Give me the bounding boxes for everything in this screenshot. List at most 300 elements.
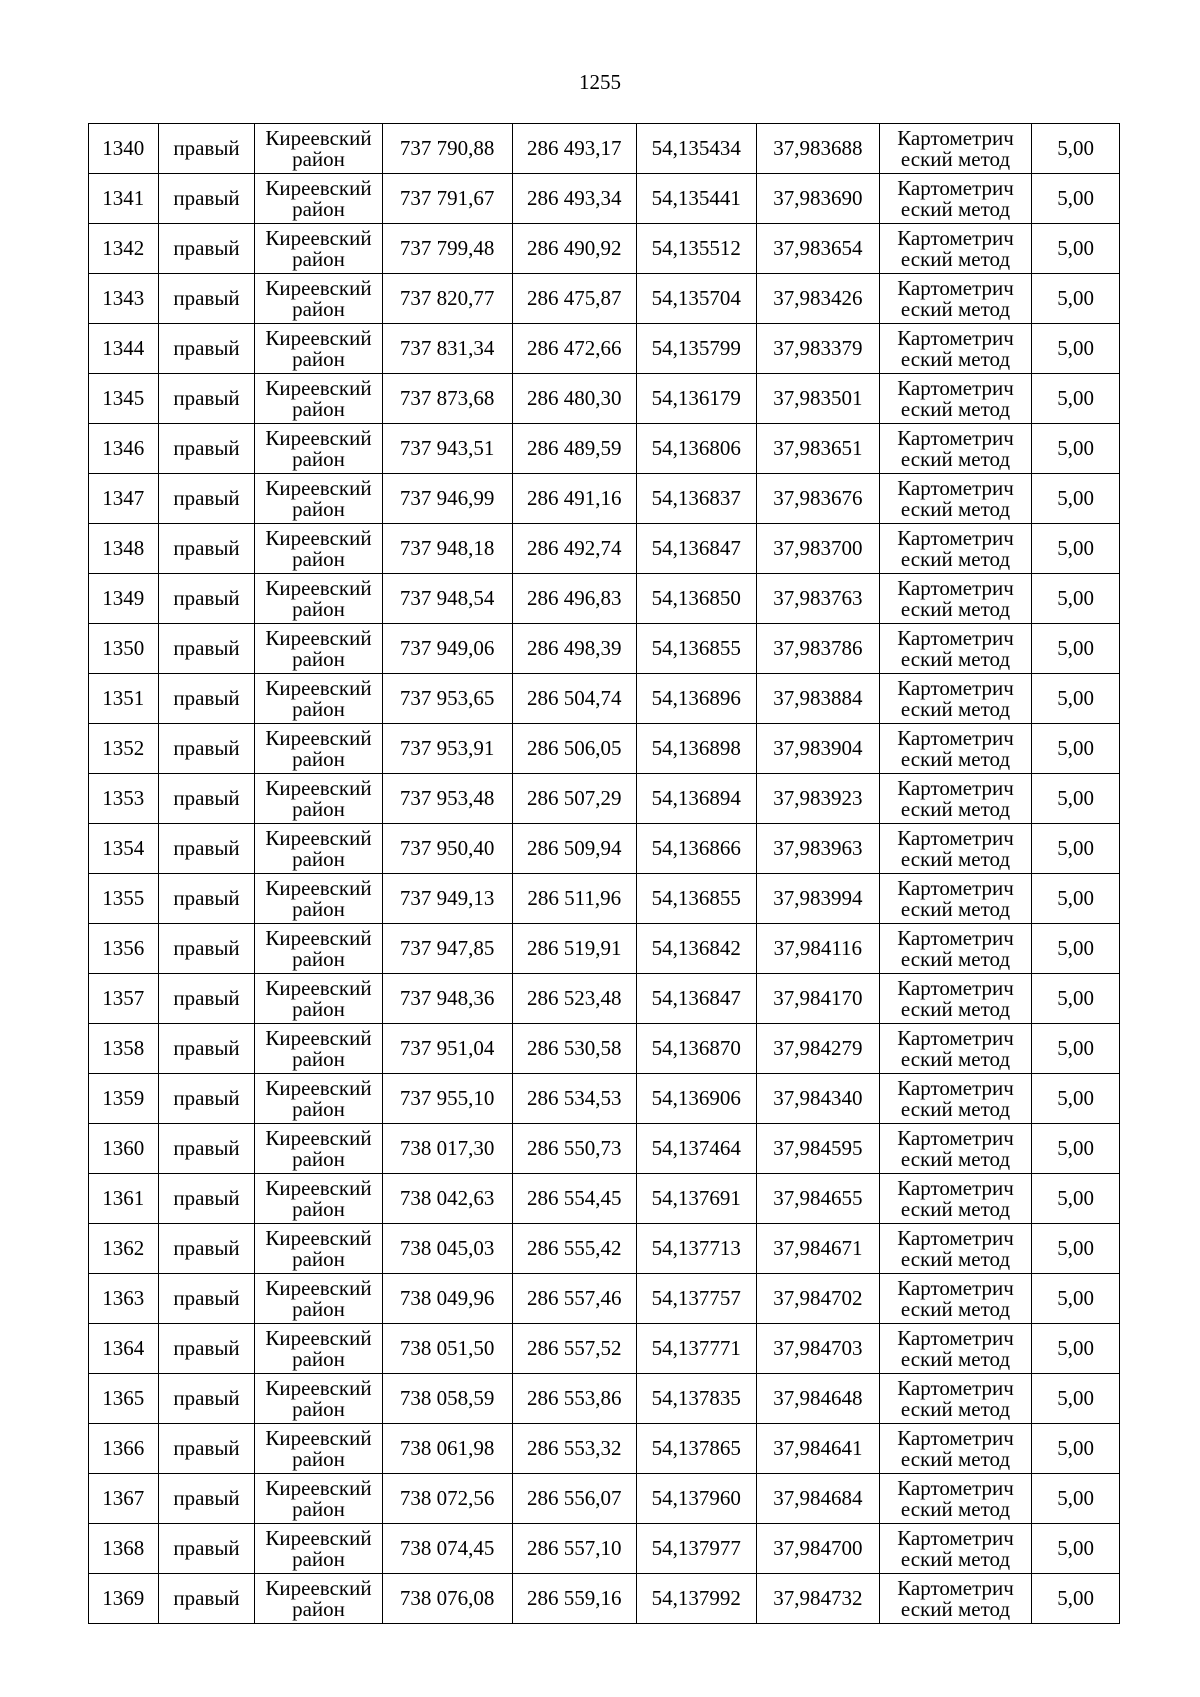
district-cell [255, 824, 382, 874]
x-coordinate-cell: 737 947,85 [382, 924, 512, 974]
latitude-cell: 54,136855 [636, 624, 756, 674]
longitude-cell: 37,984340 [756, 1074, 879, 1124]
x-coordinate-cell: 737 953,48 [382, 774, 512, 824]
district-cell [255, 1324, 382, 1374]
district-line: район [292, 1146, 345, 1171]
accuracy-cell: 5,00 [1032, 724, 1120, 774]
method-line: еский метод [900, 346, 1011, 371]
method-line: Картометрич [897, 1325, 1014, 1350]
longitude-cell: 37,983923 [756, 774, 879, 824]
method-line: Картометрич [897, 575, 1014, 600]
district-line: Киреевский [265, 975, 372, 1000]
method-line: Картометрич [897, 525, 1014, 550]
point-number-cell: 1363 [89, 1274, 159, 1324]
x-coordinate-cell: 737 820,77 [382, 274, 512, 324]
method-cell [879, 174, 1031, 224]
point-number-cell: 1347 [89, 474, 159, 524]
district-line: район [292, 1096, 345, 1121]
latitude-cell: 54,137977 [636, 1524, 756, 1574]
bank-side-cell: правый [158, 1124, 255, 1174]
accuracy-cell: 5,00 [1032, 1224, 1120, 1274]
method-line: Картометрич [897, 1225, 1014, 1250]
y-coordinate-cell: 286 557,52 [512, 1324, 636, 1374]
point-number-cell: 1345 [89, 374, 159, 424]
district-line: Киреевский [265, 1425, 372, 1450]
x-coordinate-cell: 738 076,08 [382, 1574, 512, 1624]
district-line: район [292, 946, 345, 971]
latitude-cell: 54,136847 [636, 524, 756, 574]
table-row [89, 874, 1120, 924]
bank-side-cell: правый [158, 1574, 255, 1624]
table-row [89, 174, 1120, 224]
x-coordinate-cell: 737 951,04 [382, 1024, 512, 1074]
method-line: еский метод [900, 246, 1011, 271]
point-number-cell: 1357 [89, 974, 159, 1024]
table-row [89, 624, 1120, 674]
y-coordinate-cell: 286 490,92 [512, 224, 636, 274]
district-cell [255, 1574, 382, 1624]
point-number-cell: 1348 [89, 524, 159, 574]
table-row [89, 324, 1120, 374]
accuracy-cell: 5,00 [1032, 1024, 1120, 1074]
y-coordinate-cell: 286 472,66 [512, 324, 636, 374]
method-line: еский метод [900, 1096, 1011, 1121]
accuracy-cell: 5,00 [1032, 1474, 1120, 1524]
x-coordinate-cell: 737 948,36 [382, 974, 512, 1024]
district-cell [255, 674, 382, 724]
table-row [89, 774, 1120, 824]
district-line: Киреевский [265, 1025, 372, 1050]
x-coordinate-cell: 737 955,10 [382, 1074, 512, 1124]
method-line: Картометрич [897, 375, 1014, 400]
district-line: Киреевский [265, 425, 372, 450]
point-number-cell: 1350 [89, 624, 159, 674]
point-number-cell: 1369 [89, 1574, 159, 1624]
latitude-cell: 54,136906 [636, 1074, 756, 1124]
accuracy-cell: 5,00 [1032, 1124, 1120, 1174]
accuracy-cell: 5,00 [1032, 1174, 1120, 1224]
page-number: 1255 [579, 70, 621, 94]
latitude-cell: 54,136847 [636, 974, 756, 1024]
district-cell [255, 574, 382, 624]
method-line: еский метод [900, 146, 1011, 171]
latitude-cell: 54,137691 [636, 1174, 756, 1224]
longitude-cell: 37,983676 [756, 474, 879, 524]
district-line: Киреевский [265, 475, 372, 500]
district-cell [255, 1124, 382, 1174]
longitude-cell: 37,984684 [756, 1474, 879, 1524]
longitude-cell: 37,984279 [756, 1024, 879, 1074]
table-row [89, 374, 1120, 424]
district-cell [255, 974, 382, 1024]
method-cell [879, 1074, 1031, 1124]
method-line: Картометрич [897, 875, 1014, 900]
method-line: еский метод [900, 1596, 1011, 1621]
longitude-cell: 37,984700 [756, 1524, 879, 1574]
method-line: еский метод [900, 746, 1011, 771]
district-line: район [292, 1396, 345, 1421]
district-line: Киреевский [265, 375, 372, 400]
table-row [89, 1574, 1120, 1624]
method-cell [879, 124, 1031, 174]
accuracy-cell: 5,00 [1032, 324, 1120, 374]
method-cell [879, 674, 1031, 724]
method-cell [879, 874, 1031, 924]
y-coordinate-cell: 286 557,10 [512, 1524, 636, 1574]
district-line: район [292, 796, 345, 821]
method-cell [879, 924, 1031, 974]
y-coordinate-cell: 286 507,29 [512, 774, 636, 824]
y-coordinate-cell: 286 557,46 [512, 1274, 636, 1324]
table-row [89, 574, 1120, 624]
longitude-cell: 37,983651 [756, 424, 879, 474]
method-line: Картометрич [897, 1025, 1014, 1050]
bank-side-cell: правый [158, 1074, 255, 1124]
accuracy-cell: 5,00 [1032, 1374, 1120, 1424]
district-line: Киреевский [265, 525, 372, 550]
district-line: Киреевский [265, 1325, 372, 1350]
district-line: район [292, 596, 345, 621]
district-line: район [292, 1446, 345, 1471]
district-line: Киреевский [265, 675, 372, 700]
longitude-cell: 37,984116 [756, 924, 879, 974]
method-cell [879, 1124, 1031, 1174]
method-line: еский метод [900, 446, 1011, 471]
method-line: еский метод [900, 296, 1011, 321]
coordinates-table [88, 123, 1120, 1624]
district-line: район [292, 646, 345, 671]
method-cell [879, 524, 1031, 574]
district-line: Киреевский [265, 1225, 372, 1250]
x-coordinate-cell: 738 051,50 [382, 1324, 512, 1374]
accuracy-cell: 5,00 [1032, 1574, 1120, 1624]
table-row [89, 824, 1120, 874]
longitude-cell: 37,983994 [756, 874, 879, 924]
x-coordinate-cell: 737 948,54 [382, 574, 512, 624]
table-row [89, 1424, 1120, 1474]
district-line: Киреевский [265, 225, 372, 250]
latitude-cell: 54,136898 [636, 724, 756, 774]
method-line: Картометрич [897, 1075, 1014, 1100]
method-line: еский метод [900, 1046, 1011, 1071]
latitude-cell: 54,135512 [636, 224, 756, 274]
district-line: Киреевский [265, 875, 372, 900]
district-line: район [292, 1496, 345, 1521]
latitude-cell: 54,137865 [636, 1424, 756, 1474]
bank-side-cell: правый [158, 124, 255, 174]
bank-side-cell: правый [158, 274, 255, 324]
method-cell [879, 624, 1031, 674]
table-row [89, 474, 1120, 524]
latitude-cell: 54,135441 [636, 174, 756, 224]
latitude-cell: 54,135434 [636, 124, 756, 174]
district-cell [255, 474, 382, 524]
district-line: район [292, 1546, 345, 1571]
table-row [89, 1224, 1120, 1274]
latitude-cell: 54,136806 [636, 424, 756, 474]
method-line: еский метод [900, 696, 1011, 721]
accuracy-cell: 5,00 [1032, 974, 1120, 1024]
district-line: Киреевский [265, 1525, 372, 1550]
latitude-cell: 54,137992 [636, 1574, 756, 1624]
district-cell [255, 1024, 382, 1074]
method-cell [879, 1174, 1031, 1224]
district-cell [255, 224, 382, 274]
method-line: еский метод [900, 196, 1011, 221]
bank-side-cell: правый [158, 1024, 255, 1074]
district-cell [255, 1074, 382, 1124]
y-coordinate-cell: 286 491,16 [512, 474, 636, 524]
accuracy-cell: 5,00 [1032, 1074, 1120, 1124]
y-coordinate-cell: 286 534,53 [512, 1074, 636, 1124]
district-cell [255, 1474, 382, 1524]
longitude-cell: 37,984703 [756, 1324, 879, 1374]
y-coordinate-cell: 286 480,30 [512, 374, 636, 424]
district-line: район [292, 1596, 345, 1621]
x-coordinate-cell: 737 831,34 [382, 324, 512, 374]
district-line: Киреевский [265, 625, 372, 650]
method-line: Картометрич [897, 125, 1014, 150]
district-line: район [292, 446, 345, 471]
method-cell [879, 1324, 1031, 1374]
x-coordinate-cell: 737 943,51 [382, 424, 512, 474]
district-line: район [292, 1196, 345, 1221]
method-line: Картометрич [897, 275, 1014, 300]
bank-side-cell: правый [158, 474, 255, 524]
district-line: район [292, 396, 345, 421]
bank-side-cell: правый [158, 1174, 255, 1224]
bank-side-cell: правый [158, 324, 255, 374]
district-line: район [292, 746, 345, 771]
accuracy-cell: 5,00 [1032, 174, 1120, 224]
method-line: еский метод [900, 896, 1011, 921]
y-coordinate-cell: 286 556,07 [512, 1474, 636, 1524]
district-cell [255, 124, 382, 174]
method-cell [879, 1374, 1031, 1424]
district-line: Киреевский [265, 925, 372, 950]
accuracy-cell: 5,00 [1032, 824, 1120, 874]
method-line: Картометрич [897, 225, 1014, 250]
y-coordinate-cell: 286 493,17 [512, 124, 636, 174]
district-line: Киреевский [265, 1175, 372, 1200]
y-coordinate-cell: 286 511,96 [512, 874, 636, 924]
point-number-cell: 1356 [89, 924, 159, 974]
method-line: Картометрич [897, 1175, 1014, 1200]
x-coordinate-cell: 737 790,88 [382, 124, 512, 174]
longitude-cell: 37,984732 [756, 1574, 879, 1624]
x-coordinate-cell: 738 072,56 [382, 1474, 512, 1524]
table-row [89, 924, 1120, 974]
method-line: Картометрич [897, 425, 1014, 450]
longitude-cell: 37,984655 [756, 1174, 879, 1224]
district-cell [255, 374, 382, 424]
district-line: Киреевский [265, 1375, 372, 1400]
district-cell [255, 1374, 382, 1424]
point-number-cell: 1346 [89, 424, 159, 474]
table-body [89, 124, 1120, 1624]
y-coordinate-cell: 286 475,87 [512, 274, 636, 324]
latitude-cell: 54,137960 [636, 1474, 756, 1524]
district-cell [255, 774, 382, 824]
method-line: еский метод [900, 1396, 1011, 1421]
x-coordinate-cell: 738 049,96 [382, 1274, 512, 1324]
table-row [89, 1074, 1120, 1124]
method-line: Картометрич [897, 175, 1014, 200]
table-row [89, 1474, 1120, 1524]
point-number-cell: 1364 [89, 1324, 159, 1374]
method-line: Картометрич [897, 1125, 1014, 1150]
accuracy-cell: 5,00 [1032, 524, 1120, 574]
x-coordinate-cell: 738 045,03 [382, 1224, 512, 1274]
x-coordinate-cell: 737 799,48 [382, 224, 512, 274]
district-cell [255, 274, 382, 324]
point-number-cell: 1367 [89, 1474, 159, 1524]
latitude-cell: 54,136896 [636, 674, 756, 724]
point-number-cell: 1361 [89, 1174, 159, 1224]
point-number-cell: 1352 [89, 724, 159, 774]
latitude-cell: 54,135799 [636, 324, 756, 374]
accuracy-cell: 5,00 [1032, 1324, 1120, 1374]
method-line: Картометрич [897, 925, 1014, 950]
table-row [89, 1124, 1120, 1174]
longitude-cell: 37,984170 [756, 974, 879, 1024]
method-line: Картометрич [897, 1575, 1014, 1600]
bank-side-cell: правый [158, 374, 255, 424]
accuracy-cell: 5,00 [1032, 424, 1120, 474]
bank-side-cell: правый [158, 1324, 255, 1374]
district-line: район [292, 346, 345, 371]
district-cell [255, 874, 382, 924]
method-line: еский метод [900, 546, 1011, 571]
method-cell [879, 1274, 1031, 1324]
longitude-cell: 37,984641 [756, 1424, 879, 1474]
point-number-cell: 1355 [89, 874, 159, 924]
latitude-cell: 54,137771 [636, 1324, 756, 1374]
x-coordinate-cell: 737 949,06 [382, 624, 512, 674]
bank-side-cell: правый [158, 824, 255, 874]
method-cell [879, 1474, 1031, 1524]
bank-side-cell: правый [158, 924, 255, 974]
district-cell [255, 1424, 382, 1474]
method-cell [879, 574, 1031, 624]
x-coordinate-cell: 737 949,13 [382, 874, 512, 924]
method-line: еский метод [900, 496, 1011, 521]
y-coordinate-cell: 286 519,91 [512, 924, 636, 974]
method-line: еский метод [900, 396, 1011, 421]
point-number-cell: 1344 [89, 324, 159, 374]
district-line: район [292, 1246, 345, 1271]
table-row [89, 1024, 1120, 1074]
accuracy-cell: 5,00 [1032, 1274, 1120, 1324]
x-coordinate-cell: 738 058,59 [382, 1374, 512, 1424]
method-cell [879, 1574, 1031, 1624]
method-cell [879, 724, 1031, 774]
method-cell [879, 1024, 1031, 1074]
method-line: Картометрич [897, 725, 1014, 750]
latitude-cell: 54,136842 [636, 924, 756, 974]
y-coordinate-cell: 286 523,48 [512, 974, 636, 1024]
district-line: район [292, 246, 345, 271]
y-coordinate-cell: 286 530,58 [512, 1024, 636, 1074]
accuracy-cell: 5,00 [1032, 874, 1120, 924]
method-line: Картометрич [897, 1425, 1014, 1450]
point-number-cell: 1358 [89, 1024, 159, 1074]
point-number-cell: 1368 [89, 1524, 159, 1574]
method-cell [879, 474, 1031, 524]
method-cell [879, 824, 1031, 874]
district-line: район [292, 146, 345, 171]
method-line: еский метод [900, 1546, 1011, 1571]
point-number-cell: 1343 [89, 274, 159, 324]
method-line: еский метод [900, 1346, 1011, 1371]
method-line: Картометрич [897, 625, 1014, 650]
y-coordinate-cell: 286 498,39 [512, 624, 636, 674]
table-row [89, 1524, 1120, 1574]
bank-side-cell: правый [158, 724, 255, 774]
method-line: Картометрич [897, 675, 1014, 700]
district-line: Киреевский [265, 725, 372, 750]
method-line: еский метод [900, 1196, 1011, 1221]
method-cell [879, 224, 1031, 274]
method-line: Картометрич [897, 1475, 1014, 1500]
point-number-cell: 1365 [89, 1374, 159, 1424]
district-line: Киреевский [265, 1125, 372, 1150]
table-row [89, 524, 1120, 574]
method-cell [879, 424, 1031, 474]
x-coordinate-cell: 737 948,18 [382, 524, 512, 574]
method-cell [879, 274, 1031, 324]
method-cell [879, 1524, 1031, 1574]
table-row [89, 124, 1120, 174]
district-line: Киреевский [265, 1475, 372, 1500]
longitude-cell: 37,983904 [756, 724, 879, 774]
bank-side-cell: правый [158, 874, 255, 924]
district-line: район [292, 496, 345, 521]
bank-side-cell: правый [158, 674, 255, 724]
district-cell [255, 724, 382, 774]
accuracy-cell: 5,00 [1032, 924, 1120, 974]
accuracy-cell: 5,00 [1032, 124, 1120, 174]
point-number-cell: 1366 [89, 1424, 159, 1474]
method-line: еский метод [900, 646, 1011, 671]
longitude-cell: 37,984702 [756, 1274, 879, 1324]
district-line: район [292, 896, 345, 921]
district-line: Киреевский [265, 775, 372, 800]
accuracy-cell: 5,00 [1032, 374, 1120, 424]
longitude-cell: 37,984595 [756, 1124, 879, 1174]
point-number-cell: 1362 [89, 1224, 159, 1274]
longitude-cell: 37,983379 [756, 324, 879, 374]
district-line: Киреевский [265, 1575, 372, 1600]
district-line: район [292, 296, 345, 321]
latitude-cell: 54,136894 [636, 774, 756, 824]
district-cell [255, 424, 382, 474]
latitude-cell: 54,136855 [636, 874, 756, 924]
accuracy-cell: 5,00 [1032, 774, 1120, 824]
longitude-cell: 37,983426 [756, 274, 879, 324]
method-cell [879, 374, 1031, 424]
district-line: Киреевский [265, 1275, 372, 1300]
longitude-cell: 37,983688 [756, 124, 879, 174]
y-coordinate-cell: 286 555,42 [512, 1224, 636, 1274]
table-row [89, 1324, 1120, 1374]
longitude-cell: 37,983786 [756, 624, 879, 674]
latitude-cell: 54,137757 [636, 1274, 756, 1324]
table-row [89, 1374, 1120, 1424]
district-cell [255, 1224, 382, 1274]
accuracy-cell: 5,00 [1032, 624, 1120, 674]
method-cell [879, 1224, 1031, 1274]
